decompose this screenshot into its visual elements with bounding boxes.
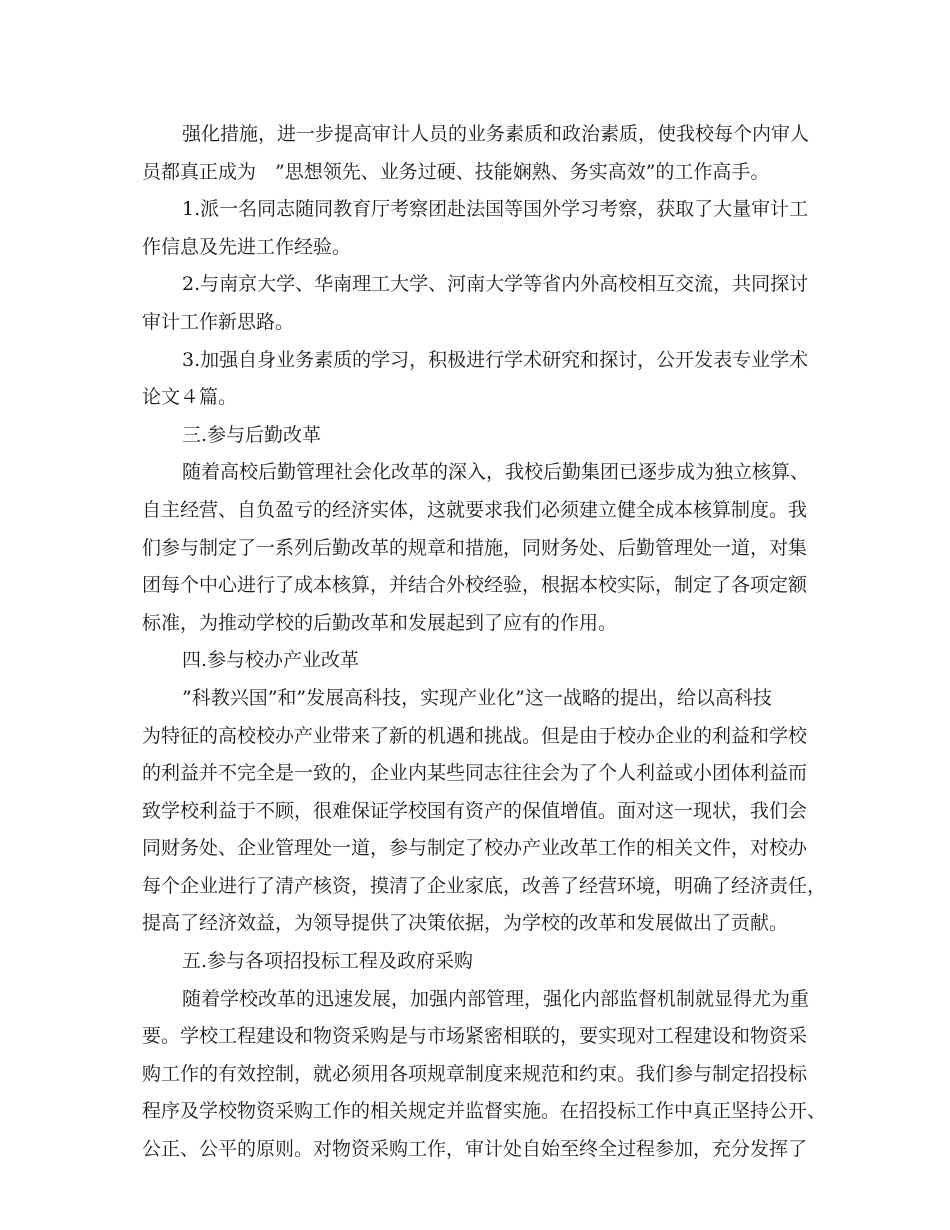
document-body [142,116,827,1169]
text-line: 提高了经济效益，为领导提供了决策依据，为学校的改革和发展做出了贡献。 [142,912,789,935]
text-line: 五.参与各项招投标工程及政府采购 [182,950,474,973]
text-line: 论文４篇。 [142,386,238,409]
text-line: 2.与南京大学、华南理工大学、河南大学等省内外高校相互交流，共同探讨 [182,273,809,296]
text-line: 随着学校改革的迅速发展，加强内部管理，强化内部监督机制就显得尤为重 [182,987,810,1010]
text-line: 员都真正成为 ”思想领先、业务过硬、技能娴熟、务实高效”的工作高手。 [142,160,770,183]
text-line: 四.参与校办产业改革 [182,649,360,672]
text-line: 3.加强自身业务素质的学习，积极进行学术研究和探讨，公开发表专业学术 [182,348,809,371]
text-line: 同财务处、企业管理处一道，参与制定了校办产业改革工作的相关文件，对校办 [142,837,808,860]
text-line: 公正、公平的原则。对物资采购工作，审计处自始至终全过程参加，充分发挥了 [142,1138,808,1161]
text-line: 程序及学校物资采购工作的相关规定并监督实施。在招投标工作中真正坚持公开、 [142,1100,827,1123]
text-line: 审计工作新思路。 [142,310,295,333]
text-line: 强化措施，进一步提高审计人员的业务素质和政治素质，使我校每个内审人 [182,123,810,145]
text-line: 致学校利益于不顾，很难保证学校国有资产的保值增值。面对这一现状，我们会 [142,799,808,822]
text-line: 们参与制定了一系列后勤改革的规章和措施，同财务处、后勤管理处一道，对集 [142,536,808,559]
text-line: 自主经营、自负盈亏的经济实体，这就要求我们必须建立健全成本核算制度。我 [142,498,808,521]
text-line: 购工作的有效控制，就必须用各项规章制度来规范和约束。我们参与制定招投标 [142,1062,808,1085]
text-line: 要。学校工程建设和物资采购是与市场紧密相联的，要实现对工程建设和物资采 [142,1025,808,1048]
text-line: 作信息及先进工作经验。 [142,235,352,258]
text-line: ”科教兴国”和”发展高科技，实现产业化”这一战略的提出，给以高科技 [182,686,772,709]
text-line: 每个企业进行了清产核资，摸清了企业家底，改善了经营环境，明确了经济责任， [142,874,827,897]
text-line: 团每个中心进行了成本核算，并结合外校经验，根据本校实际，制定了各项定额 [142,574,808,597]
text-line: 的利益并不完全是一致的，企业内某些同志往往会为了个人利益或小团体利益而 [142,762,808,785]
text-line: 1.派一名同志随同教育厅考察团赴法国等国外学习考察，获取了大量审计工 [182,198,809,221]
text-line: 三.参与后勤改革 [182,423,322,446]
text-line: 随着高校后勤管理社会化改革的深入，我校后勤集团已逐步成为独立核算、 [182,461,810,484]
text-line: 为特征的高校校办产业带来了新的机遇和挑战。但是由于校办企业的利益和学校 [142,724,808,747]
text-line: 标准，为推动学校的后勤改革和发展起到了应有的作用。 [142,611,618,634]
